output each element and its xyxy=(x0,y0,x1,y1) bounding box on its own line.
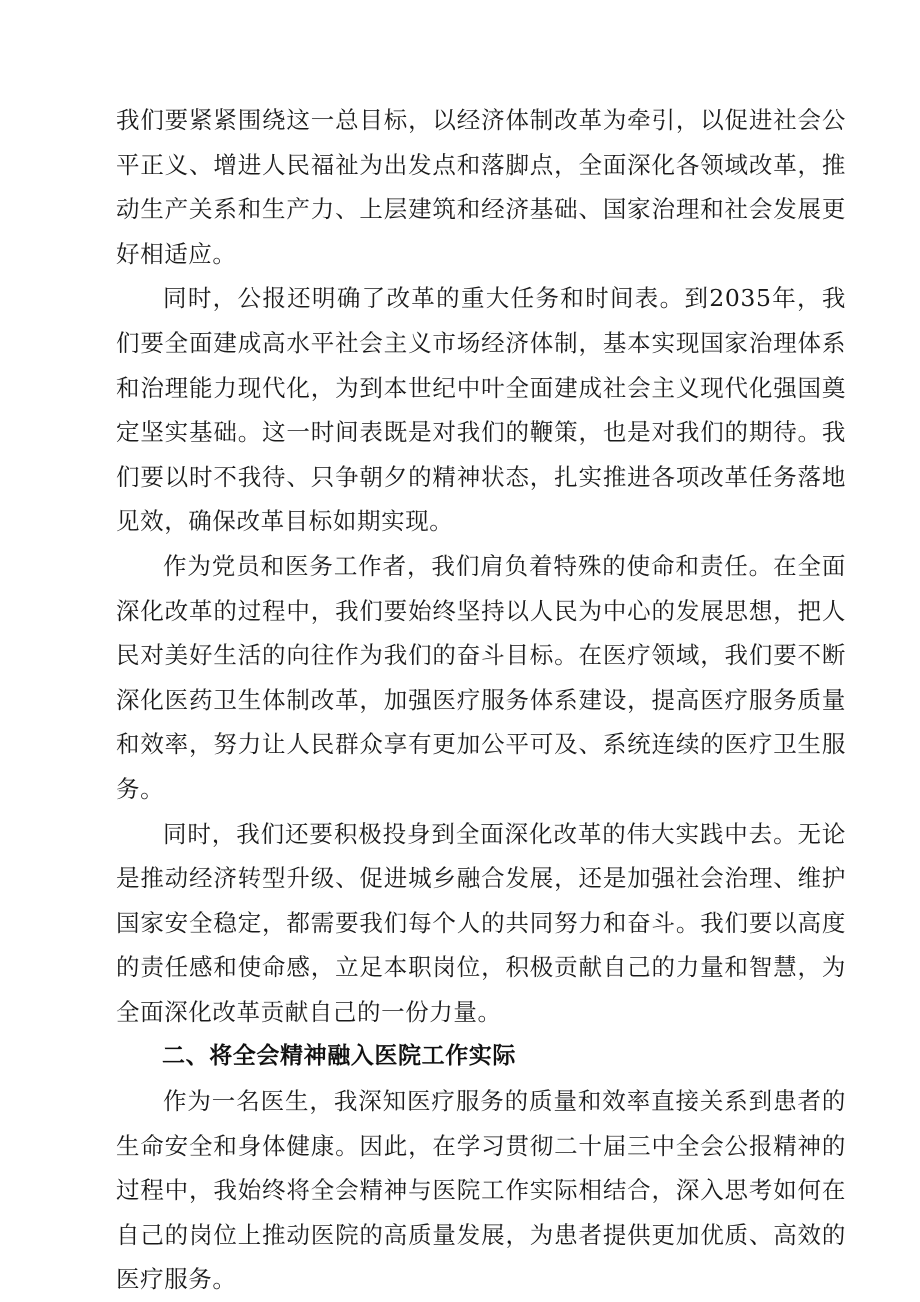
paragraph: 同时，公报还明确了改革的重大任务和时间表。到2035年，我们要全面建成高水平社会主义市场经济体制，基本实现国家治理体系和治理能力现代化，为到本世纪中叶全面建成社会主义现代化强国奠定坚实基础。这一时间表既是对我们的鞭策，也是对我们的期待。我们要以时不我待、只争朝夕的精神状态，扎实推进各项改革任务落地见效，确保改革目标如期实现。 xyxy=(116,284,846,536)
document-body xyxy=(116,98,846,1302)
paragraph: 同时，我们还要积极投身到全面深化改革的伟大实践中去。无论是推动经济转型升级、促进城乡融合发展，还是加强社会治理、维护国家安全稳定，都需要我们每个人的共同努力和奋斗。我们要以高度的责任感和使命感，立足本职岗位，积极贡献自己的力量和智慧，为全面深化改革贡献自己的一份力量。 xyxy=(116,819,846,1026)
paragraph: 我们要紧紧围绕这一总目标，以经济体制改革为牵引，以促进社会公平正义、增进人民福祉为出发点和落脚点，全面深化各领域改革，推动生产关系和生产力、上层建筑和经济基础、国家治理和社会发展更好相适应。 xyxy=(116,106,846,268)
paragraph: 作为党员和医务工作者，我们肩负着特殊的使命和责任。在全面深化改革的过程中，我们要始终坚持以人民为中心的发展思想，把人民对美好生活的向往作为我们的奋斗目标。在医疗领域，我们要不断深化医药卫生体制改革，加强医疗服务体系建设，提高医疗服务质量和效率，努力让人民群众享有更加公平可及、系统连续的医疗卫生服务。 xyxy=(116,551,846,803)
section-heading: 二、将全会精神融入医院工作实际 xyxy=(162,1043,516,1070)
paragraph: 作为一名医生，我深知医疗服务的质量和效率直接关系到患者的生命安全和身体健康。因此，在学习贯彻二十届三中全会公报精神的过程中，我始终将全会精神与医院工作实际相结合，深入思考如何在自己的岗位上推动医院的高质量发展，为患者提供更加优质、高效的医疗服务。 xyxy=(116,1087,846,1294)
